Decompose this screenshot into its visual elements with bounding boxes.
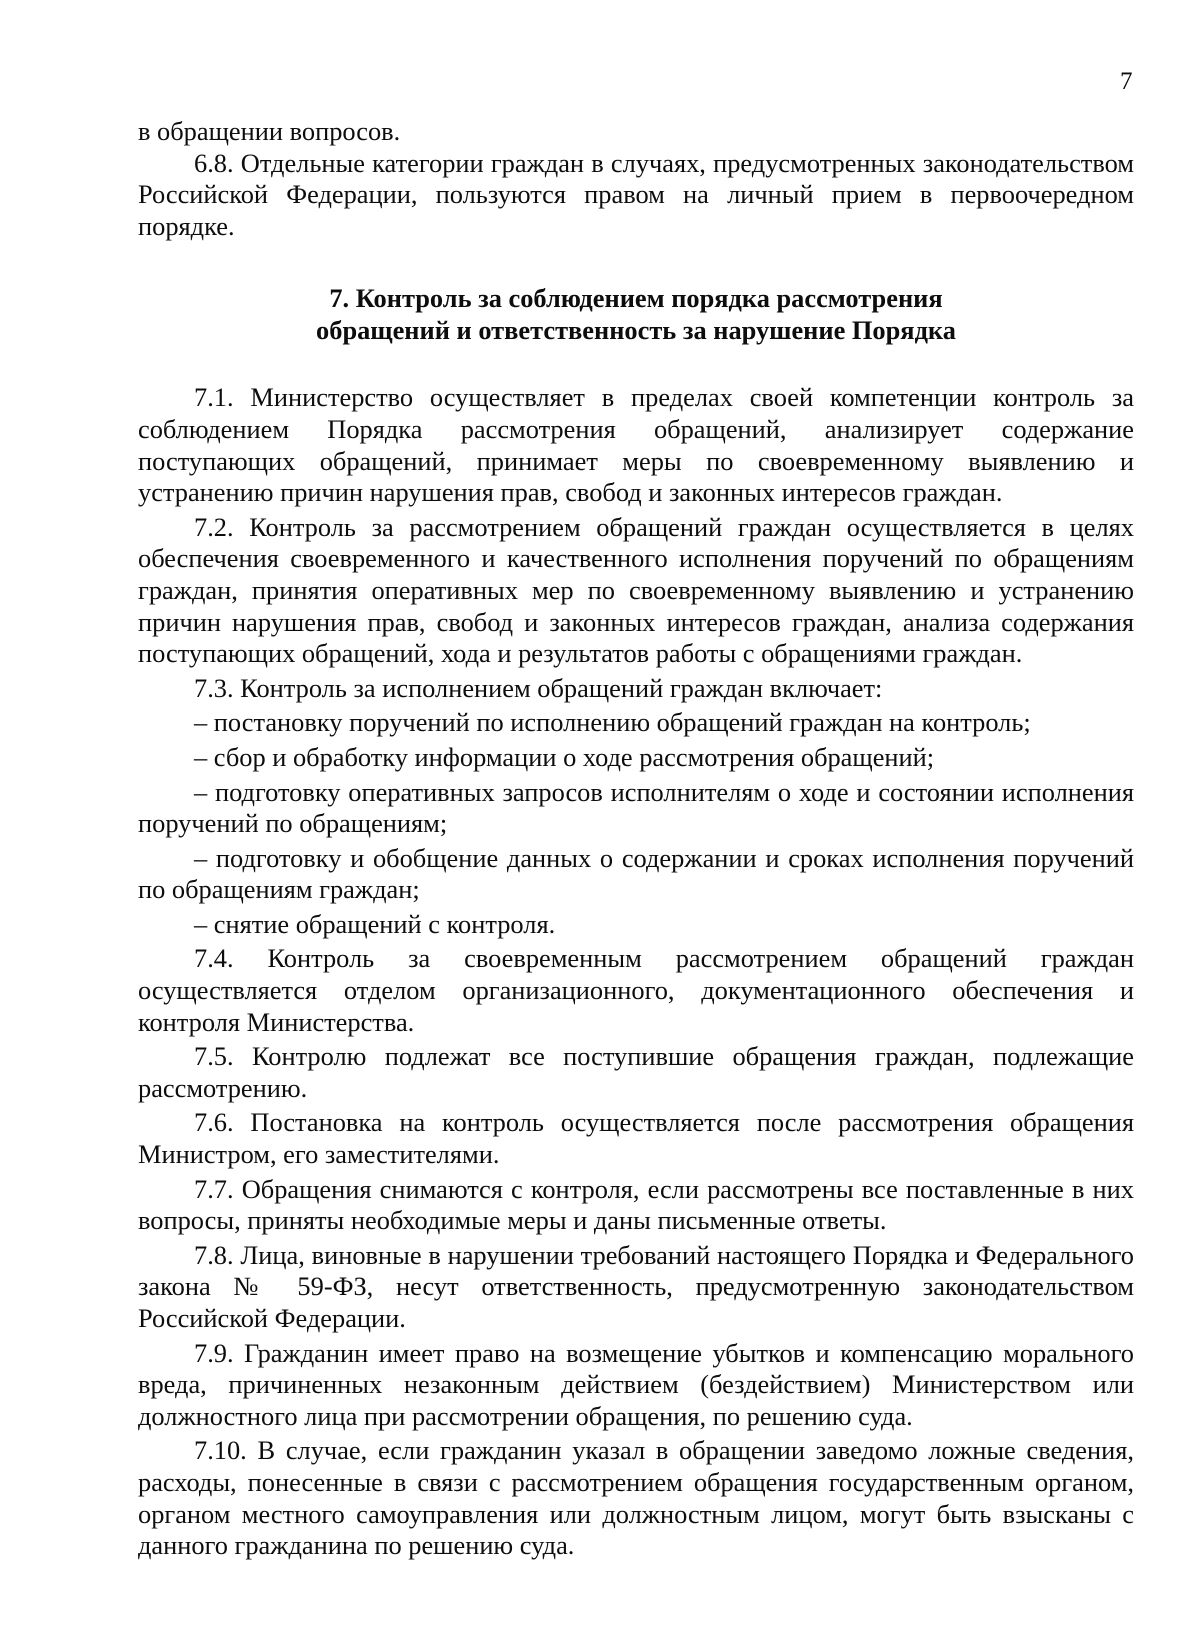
paragraph-7-1: 7.1. Министерство осуществляет в пределах своей компетенции контроль за соблюдением Порядка рассмотрения обращений, анализирует содержание поступающих обращений, принимает меры по своевременному выявлению и устранению причин нарушения прав, свобод и законных интересов граждан. xyxy=(138,382,1134,508)
document-body xyxy=(138,116,1134,1562)
paragraph-7-6: 7.6. Постановка на контроль осуществляется после рассмотрения обращения Министром, его заместителями. xyxy=(138,1107,1134,1170)
section-7-heading xyxy=(138,282,1134,346)
paragraph-7-9: 7.9. Гражданин имеет право на возмещение убытков и компенсацию морального вреда, причиненных незаконным действием (бездействием) Министерством или должностного лица при рассмотрении обращения, по решению суда. xyxy=(138,1337,1134,1431)
page-number: 7 xyxy=(1120,68,1133,95)
paragraph-continuation: в обращении вопросов. xyxy=(138,116,401,146)
paragraph-7-3: 7.3. Контроль за исполнением обращений граждан включает: xyxy=(194,672,883,703)
paragraph-7-10: 7.10. В случае, если гражданин указал в обращении заведомо ложные сведения, расходы, понесенные в связи с рассмотрением обращения государственным органом, органом местного самоуправления или должностным лицом, могут быть взысканы с данного гражданина по решению суда. xyxy=(138,1435,1134,1561)
paragraph-6-8: 6.8. Отдельные категории граждан в случаях, предусмотренных законодательством Российской Федерации, пользуются правом на личный прием в первоочередном порядке. xyxy=(138,147,1134,241)
paragraph-7-7: 7.7. Обращения снимаются с контроля, если рассмотрены все поставленные в них вопросы, приняты необходимые меры и даны письменные ответы. xyxy=(138,1173,1134,1236)
section-heading-line-1: 7. Контроль за соблюдением порядка рассмотрения xyxy=(329,283,943,314)
list-item-removal-from-control: – снятие обращений с контроля. xyxy=(194,908,556,939)
list-item-control-setup: – постановку поручений по исполнению обращений граждан на контроль; xyxy=(194,707,1031,738)
list-item-info-collection: – сбор и обработку информации о ходе рассмотрения обращений; xyxy=(194,741,935,772)
list-item-operational-requests: – подготовку оперативных запросов исполнителям о ходе и состоянии исполнения поручений по обращениям; xyxy=(138,776,1134,839)
section-heading-line-2: обращений и ответственность за нарушение Порядка xyxy=(316,315,956,346)
list-item-data-summary: – подготовку и обобщение данных о содержании и сроках исполнения поручений по обращениям граждан; xyxy=(138,842,1134,905)
paragraph-7-8: 7.8. Лица, виновные в нарушении требований настоящего Порядка и Федерального закона № 59-ФЗ, несут ответственность, предусмотренную законодательством Российской Федерации. xyxy=(138,1239,1134,1333)
paragraph-7-5: 7.5. Контролю подлежат все поступившие обращения граждан, подлежащие рассмотрению. xyxy=(138,1041,1134,1103)
paragraph-7-4: 7.4. Контроль за своевременным рассмотрением обращений граждан осуществляется отделом организационного, документационного обеспечения и контроля Министерства. xyxy=(138,943,1134,1037)
paragraph-7-2: 7.2. Контроль за рассмотрением обращений граждан осуществляется в целях обеспечения своевременного и качественного исполнения поручений по обращениям граждан, принятия оперативных мер по своевременному выявлению и устранению причин нарушения прав, свобод и законных интересов граждан, анализа содержания поступающих обращений, хода и результатов работы с обращениями граждан. xyxy=(138,511,1134,669)
